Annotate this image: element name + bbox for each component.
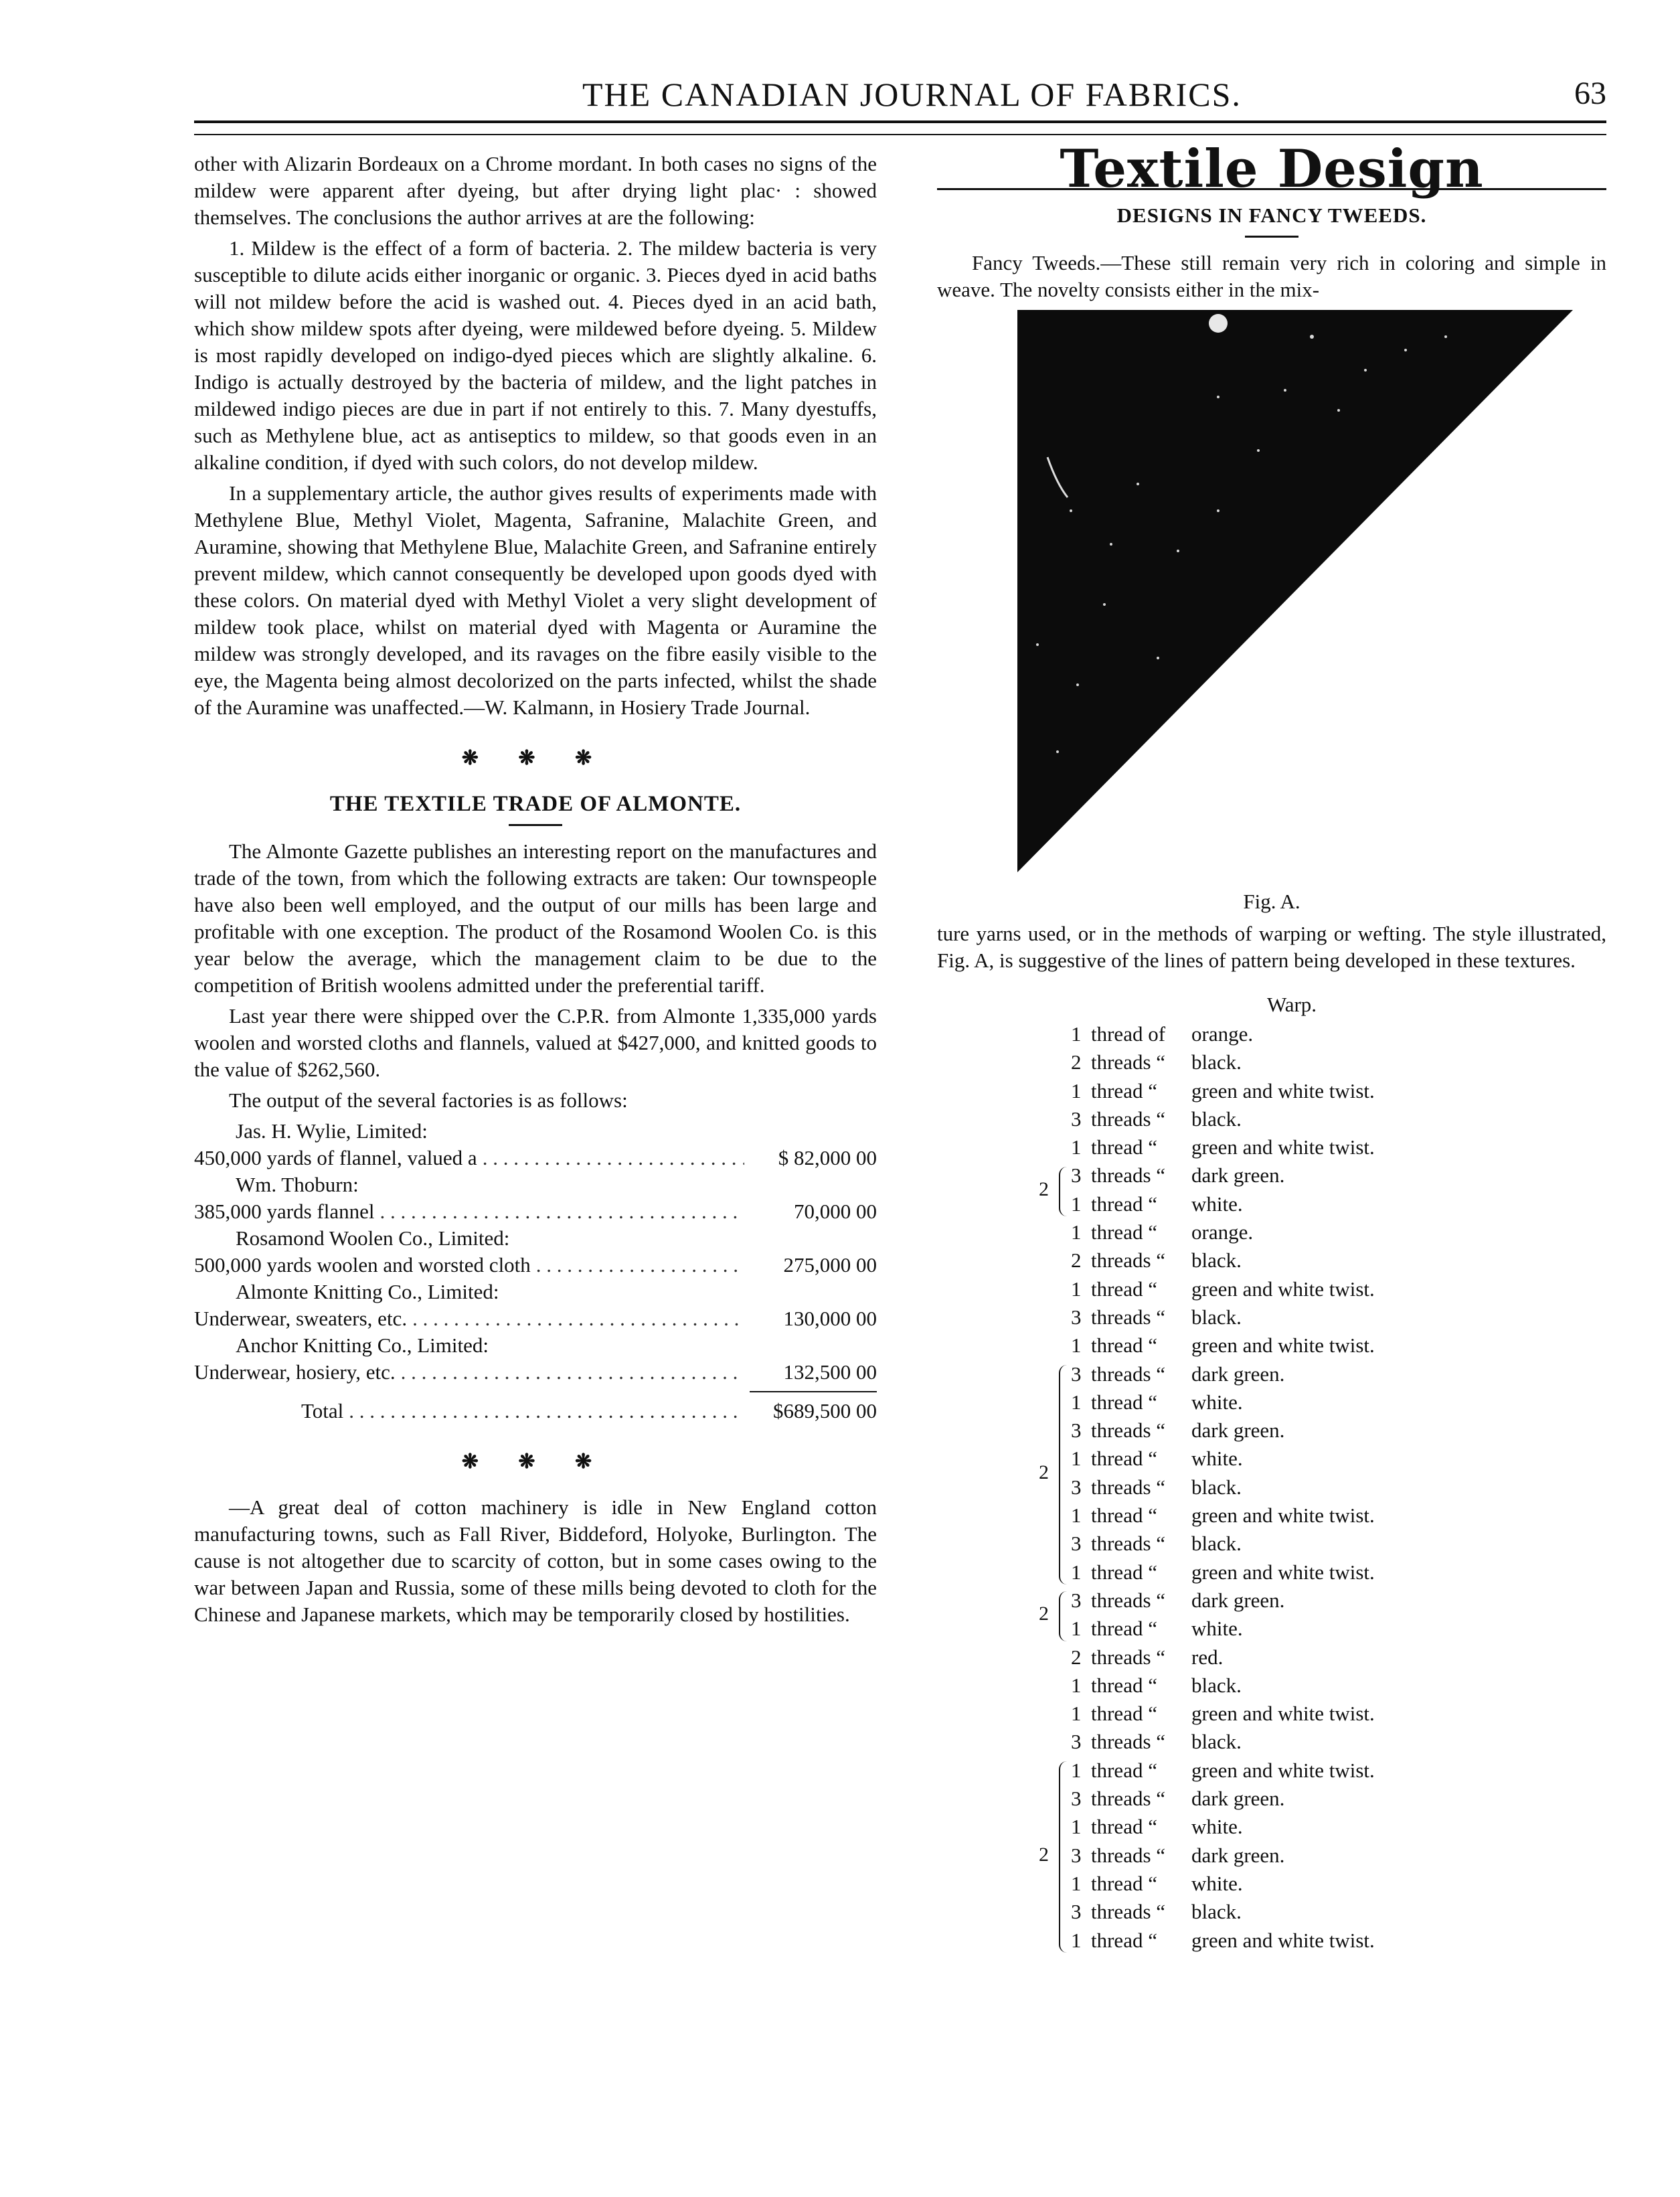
thread-unit: threads “ [1091,1163,1166,1188]
warp-row [1071,1757,1606,1785]
thread-count: 1 [1071,1277,1082,1301]
warp-row [1071,1870,1606,1898]
thread-unit: threads “ [1091,1588,1166,1612]
thread-color: black. [1191,1107,1242,1131]
thread-count: 3 [1071,1107,1082,1131]
paragraph: In a supplementary article, the author gives results of experiments made with Methylene Blue, Methyl Violet, Magenta, Safranine, Malachite Green, and Auramine, showing that Methylene Blue, Malachite Green, and Safranine entirely prevent mildew, which cannot consequently be developed upon goods dyed with these colors. On material dyed with Methyl Violet a very slight development of mildew took place, whilst on material dyed with Magenta or Auramine the mildew was strongly developed, and its ravages on the fibre easily visible to the eye, the Magenta being almost decolorized on the parts infected, whilst the shade of the Auramine was unaffected.—W. Kalmann, in Hosiery Trade Journal. [194,481,877,719]
warp-row [1071,1191,1606,1219]
thread-color: black. [1191,1305,1242,1329]
fabric-sample-image [937,310,1606,886]
thread-count: 1 [1071,1135,1082,1159]
paragraph: Fancy Tweeds.—These still remain very rich in coloring and simple in weave. The novelty consists either in the mix- [937,251,1606,301]
repeat-count: 2 [1039,1843,1049,1866]
amount: 70,000 00 [794,1200,877,1223]
repeat-count: 2 [1039,1177,1049,1200]
thread-color: black. [1191,1050,1242,1074]
thread-count: 1 [1071,1333,1082,1358]
thread-color: green and white twist. [1191,1333,1375,1358]
page-number: 63 [1574,76,1606,111]
article-heading: DESIGNS IN FANCY TWEEDS. [1116,204,1427,227]
total-label: Total [301,1399,344,1422]
thread-unit: thread “ [1091,1928,1157,1952]
thread-unit: thread “ [1091,1702,1157,1726]
thread-count: 1 [1071,1560,1082,1584]
thread-count: 1 [1071,1758,1082,1782]
item-label: Underwear, hosiery, etc. [194,1360,396,1384]
paragraph: 1. Mildew is the effect of a form of bacteria. 2. The mildew bacteria is very susceptible to dilute acids either inorganic or organic. 3. Pieces dyed in acid baths will not mildew before the acid is washed out. 4. Pieces dyed in an acid bath, which show mildew spots after dyeing, were mildewed before dyeing. 5. Mildew is most rapidly developed on indigo-dyed pieces which are slightly alkaline. 6. Indigo is actually destroyed by the bacteria of mildew, and the light patches in mildewed indigo pieces are due in part if not entirely to this. 7. Many dyestuffs, such as Methylene blue, act as antiseptics to mildew, so that goods even in an alkaline condition, if dyed with such colors, do not develop mildew. [194,236,877,474]
table-row [194,1118,877,1171]
repeat-bracket [1059,1167,1067,1217]
warp-row [1071,1134,1606,1162]
warp-row [1071,1445,1606,1473]
warp-heading: Warp. [1266,993,1317,1016]
warp-row [1071,1078,1606,1106]
repeat-count: 2 [1039,1603,1049,1625]
warp-row [1071,1644,1606,1672]
section-masthead: Textile Design [1060,139,1484,199]
item-label: Underwear, sweaters, etc. [194,1307,408,1330]
thread-color: dark green. [1191,1163,1285,1188]
thread-unit: thread “ [1091,1078,1157,1103]
section-separator: ❋ ❋ ❋ [461,1451,610,1473]
thread-count: 3 [1071,1588,1082,1612]
thread-color: green and white twist. [1191,1702,1375,1726]
thread-unit: threads “ [1091,1645,1166,1669]
thread-unit: threads “ [1091,1248,1166,1273]
warp-row [1071,1332,1606,1360]
item-label: 500,000 yards woolen and worsted cloth [194,1253,531,1277]
thread-color: black. [1191,1475,1242,1499]
thread-unit: thread “ [1091,1560,1157,1584]
thread-count: 1 [1071,1390,1082,1414]
thread-count: 1 [1071,1815,1082,1839]
thread-color: green and white twist. [1191,1560,1375,1584]
warp-row [1071,1587,1606,1615]
warp-row [1071,1474,1606,1502]
thread-color: black. [1191,1532,1242,1556]
thread-unit: threads “ [1091,1900,1166,1924]
thread-unit: thread “ [1091,1333,1157,1358]
total-row [194,1398,877,1425]
warp-row [1071,1530,1606,1558]
output-table [194,1118,877,1425]
repeat-count: 2 [1039,1461,1049,1483]
warp-row [1071,1219,1606,1247]
thread-count: 3 [1071,1787,1082,1811]
thread-color: white. [1191,1447,1243,1471]
paragraph: —A great deal of cotton machinery is idle in New England cotton manufacturing towns, such as Fall River, Biddeford, Holyoke, Burlington. The cause is not altogether due to scarcity of cotton, but in some cases owing to the war between Japan and Russia, some of these mills being devoted to cloth for the Chinese and Japanese markets, which may be temporarily closed by hostilities. [194,1495,877,1626]
warp-row [1071,1842,1606,1870]
thread-unit: thread “ [1091,1815,1157,1839]
thread-unit: thread “ [1091,1503,1157,1528]
warp-row [1071,1898,1606,1927]
thread-color: white. [1191,1192,1243,1216]
thread-count: 3 [1071,1843,1082,1867]
thread-color: white. [1191,1815,1243,1839]
thread-count: 3 [1071,1163,1082,1188]
figure-caption: Fig. A. [1243,890,1300,913]
thread-color: black. [1191,1730,1242,1754]
company-name: Rosamond Woolen Co., Limited: [236,1226,510,1250]
thread-count: 1 [1071,1078,1082,1103]
thread-count: 1 [1071,1928,1082,1952]
thread-color: dark green. [1191,1843,1285,1867]
warp-row [1071,1417,1606,1445]
warp-row [1071,1927,1606,1955]
thread-color: dark green. [1191,1787,1285,1811]
thread-unit: threads “ [1091,1843,1166,1867]
warp-row [1071,1700,1606,1728]
thread-count: 1 [1071,1192,1082,1216]
warp-row [1071,1247,1606,1275]
thread-unit: threads “ [1091,1050,1166,1074]
thread-count: 3 [1071,1362,1082,1386]
figure-a [937,310,1606,886]
thread-color: red. [1191,1645,1224,1669]
thread-count: 1 [1071,1503,1082,1528]
thread-color: green and white twist. [1191,1503,1375,1528]
thread-unit: threads “ [1091,1730,1166,1754]
warp-row [1071,1162,1606,1190]
thread-unit: threads “ [1091,1362,1166,1386]
thread-unit: threads “ [1091,1305,1166,1329]
warp-row [1071,1502,1606,1530]
thread-count: 2 [1071,1248,1082,1273]
thread-color: black. [1191,1248,1242,1273]
repeat-bracket [1059,1761,1067,1953]
paragraph: The output of the several factories is as follows: [229,1088,628,1112]
warp-row [1071,1559,1606,1587]
thread-count: 1 [1071,1617,1082,1641]
thread-count: 1 [1071,1673,1082,1697]
warp-row [1071,1106,1606,1134]
thread-color: dark green. [1191,1418,1285,1443]
total-amount: $689,500 00 [773,1399,877,1422]
thread-count: 2 [1071,1050,1082,1074]
amount: 275,000 00 [783,1253,877,1277]
thread-color: dark green. [1191,1588,1285,1612]
warp-row [1071,1021,1606,1049]
journal-title: THE CANADIAN JOURNAL OF FABRICS. [582,76,1242,113]
company-name: Almonte Knitting Co., Limited: [236,1280,499,1303]
table-row [194,1332,877,1386]
thread-count: 1 [1071,1022,1082,1046]
thread-unit: thread “ [1091,1758,1157,1782]
thread-unit: thread of [1091,1022,1166,1046]
sum-rule [750,1391,877,1392]
left-column [194,151,877,1632]
paragraph: Last year there were shipped over the C.P.R. from Almonte 1,335,000 yards woolen and worsted cloths and flannels, valued at $427,000, and knitted goods to the value of $262,560. [194,1004,877,1081]
warp-row [1071,1304,1606,1332]
thread-unit: threads “ [1091,1418,1166,1443]
section-separator: ❋ ❋ ❋ [461,747,610,769]
warp-table [1039,1021,1606,1955]
amount: $ 82,000 00 [778,1146,877,1169]
section-heading: THE TEXTILE TRADE OF ALMONTE. [329,792,742,816]
thread-unit: thread “ [1091,1135,1157,1159]
thread-count: 3 [1071,1730,1082,1754]
thread-color: black. [1191,1900,1242,1924]
divider [1245,236,1298,238]
thread-unit: threads “ [1091,1787,1166,1811]
warp-row [1071,1672,1606,1700]
thread-color: green and white twist. [1191,1928,1375,1952]
thread-count: 1 [1071,1220,1082,1244]
thread-color: green and white twist. [1191,1078,1375,1103]
item-label: 450,000 yards of flannel, valued a [194,1146,477,1169]
thread-count: 2 [1071,1645,1082,1669]
thread-unit: thread “ [1091,1277,1157,1301]
thread-unit: threads “ [1091,1107,1166,1131]
table-row [194,1171,877,1225]
header-rule [194,120,1606,135]
thread-count: 3 [1071,1900,1082,1924]
thread-color: orange. [1191,1220,1254,1244]
warp-row [1071,1615,1606,1643]
thread-color: white. [1191,1617,1243,1641]
thread-count: 3 [1071,1418,1082,1443]
thread-unit: thread “ [1091,1447,1157,1471]
thread-count: 1 [1071,1447,1082,1471]
warp-row [1071,1049,1606,1077]
company-name: Anchor Knitting Co., Limited: [236,1333,489,1357]
warp-row [1071,1728,1606,1757]
repeat-bracket [1059,1591,1067,1641]
right-column [937,139,1606,1955]
warp-row [1071,1389,1606,1417]
running-header [194,75,1606,122]
divider [509,824,562,826]
item-label: 385,000 yards flannel [194,1200,375,1223]
thread-color: green and white twist. [1191,1758,1375,1782]
thread-color: white. [1191,1390,1243,1414]
thread-count: 1 [1071,1702,1082,1726]
amount: 130,000 00 [783,1307,877,1330]
warp-row [1071,1276,1606,1304]
thread-unit: thread “ [1091,1220,1157,1244]
thread-unit: thread “ [1091,1673,1157,1697]
thread-color: green and white twist. [1191,1135,1375,1159]
warp-row [1071,1813,1606,1842]
thread-unit: threads “ [1091,1532,1166,1556]
thread-count: 3 [1071,1475,1082,1499]
thread-unit: thread “ [1091,1871,1157,1895]
thread-color: black. [1191,1673,1242,1697]
thread-color: dark green. [1191,1362,1285,1386]
amount: 132,500 00 [783,1360,877,1384]
thread-unit: thread “ [1091,1390,1157,1414]
warp-row [1071,1785,1606,1813]
paragraph: ture yarns used, or in the methods of warping or wefting. The style illustrated, Fig. A, is suggestive of the lines of pattern being developed in these textures. [937,922,1606,972]
thread-count: 3 [1071,1532,1082,1556]
table-row [194,1279,877,1332]
paragraph: The Almonte Gazette publishes an interesting report on the manufactures and trade of the town, from which the following extracts are taken: Our townspeople have also been well employed, and the output of our mills has been large and profitable with one exception. The product of the Rosamond Woolen Co. is this year below the average, which the management claim to be due to the competition of British woolens admitted under the preferential tariff. [194,839,877,997]
thread-count: 3 [1071,1305,1082,1329]
paragraph: other with Alizarin Bordeaux on a Chrome mordant. In both cases no signs of the mildew were apparent after dyeing, but after drying light plac· : showed themselves. The conclusions the author arrives at are the following: [194,152,877,229]
table-row [194,1225,877,1279]
thread-count: 1 [1071,1871,1082,1895]
thread-unit: thread “ [1091,1617,1157,1641]
thread-color: orange. [1191,1022,1254,1046]
company-name: Wm. Thoburn: [236,1173,359,1196]
thread-unit: threads “ [1091,1475,1166,1499]
repeat-bracket [1059,1365,1067,1584]
company-name: Jas. H. Wylie, Limited: [236,1119,428,1143]
thread-color: white. [1191,1871,1243,1895]
thread-unit: thread “ [1091,1192,1157,1216]
warp-row [1071,1361,1606,1389]
thread-color: green and white twist. [1191,1277,1375,1301]
